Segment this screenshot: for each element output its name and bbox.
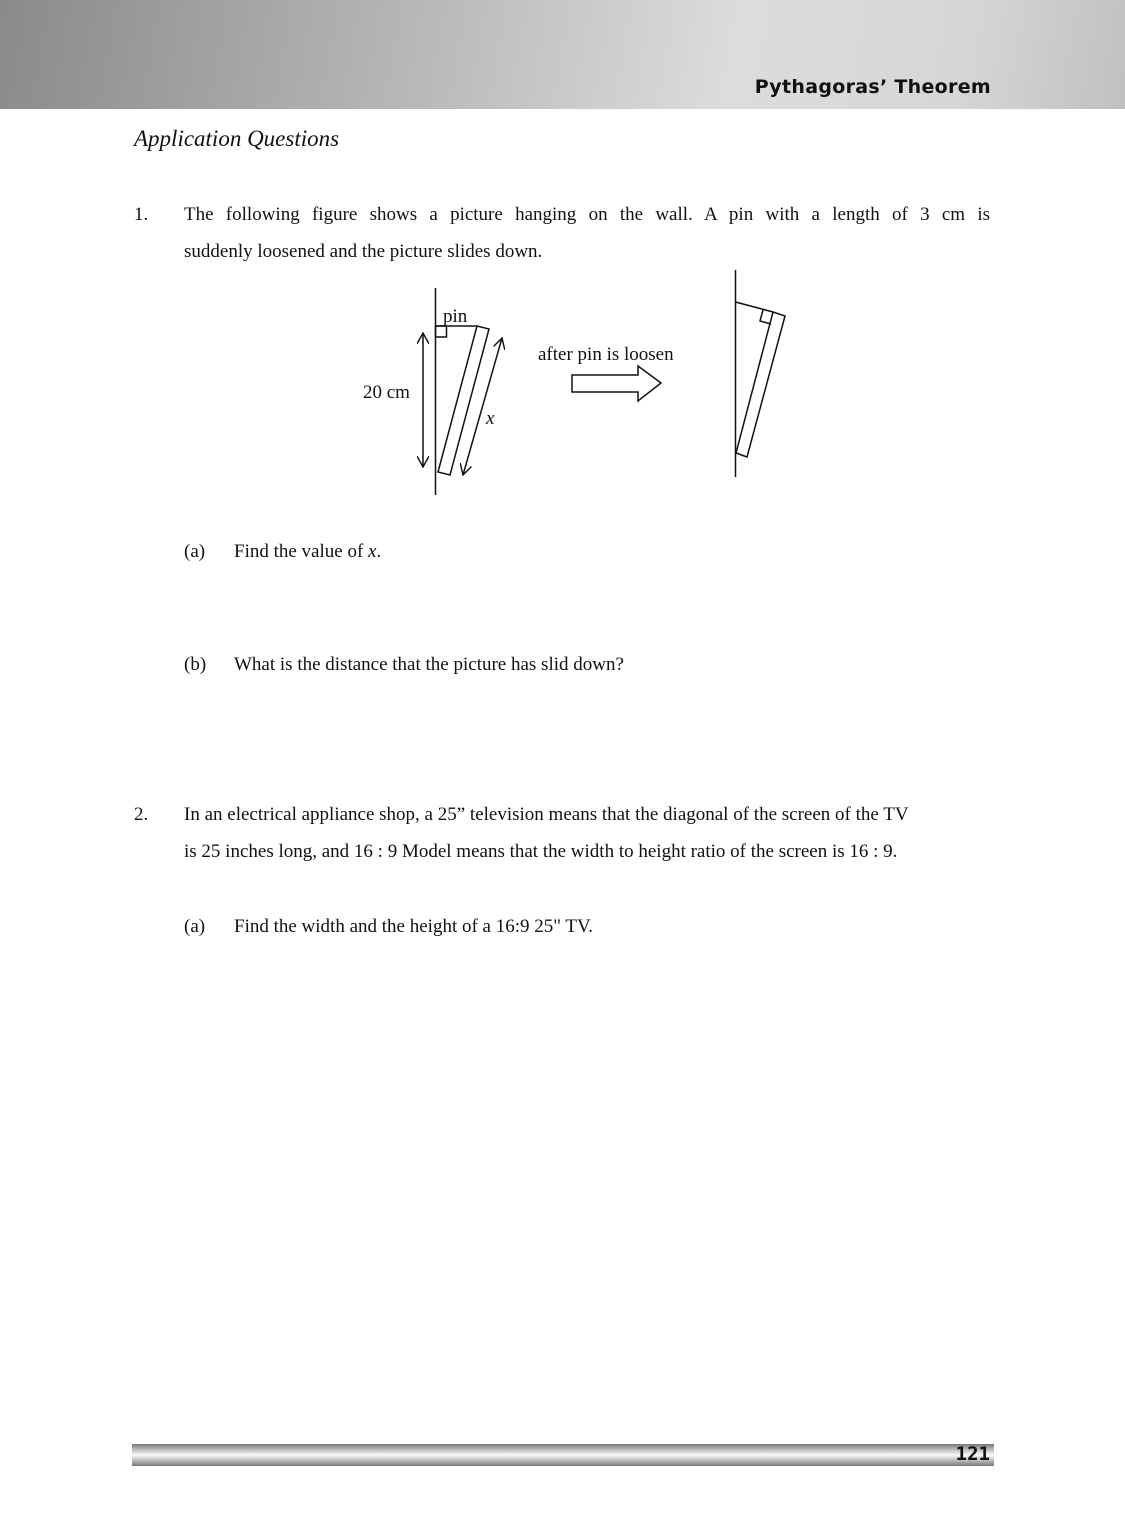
pin-label: pin xyxy=(443,306,468,327)
right-angle-mark xyxy=(436,326,447,337)
right-arrow-icon xyxy=(572,366,661,401)
picture-before xyxy=(438,326,489,475)
variable-x: x xyxy=(368,541,377,562)
chapter-title: Pythagoras’ Theorem xyxy=(754,76,991,98)
question-2-text-line-2: is 25 inches long, and 16 : 9 Model means that the width to height ratio of the screen is 16 : 9. xyxy=(184,841,898,862)
section-title: Application Questions xyxy=(134,126,340,151)
picture-after xyxy=(736,312,785,457)
part-1a-question: Find the value of xyxy=(234,541,369,562)
arrow-label: after pin is loosen xyxy=(538,344,674,365)
footer-bar xyxy=(132,1444,994,1466)
height-label: 20 cm xyxy=(363,382,410,403)
question-2-number: 2. xyxy=(134,804,149,825)
part-1b-label: (b) xyxy=(184,654,207,675)
part-1a-label: (a) xyxy=(184,541,206,562)
part-1b-text: What is the distance that the picture has slid down? xyxy=(234,654,624,675)
question-1-text-line-2: suddenly loosened and the picture slides down. xyxy=(184,241,543,262)
length-label: x xyxy=(486,408,495,429)
right-angle-mark-after xyxy=(760,310,771,324)
question-2-text-line-1: In an electrical appliance shop, a 25” television means that the diagonal of the screen of the TV xyxy=(184,804,909,825)
part-2a-label: (a) xyxy=(184,916,206,937)
question-1-text-line-1: The following figure shows a picture hanging on the wall. A pin with a length of 3 cm is xyxy=(184,204,990,225)
picture-slide-figure xyxy=(0,0,1125,520)
part-2a-text: Find the width and the height of a 16:9 25" TV. xyxy=(234,916,594,937)
part-1a-text xyxy=(234,541,381,563)
pin-line-after xyxy=(736,302,774,312)
page-number: 121 xyxy=(955,1443,990,1465)
question-1-number: 1. xyxy=(134,204,149,225)
period: . xyxy=(376,541,382,562)
